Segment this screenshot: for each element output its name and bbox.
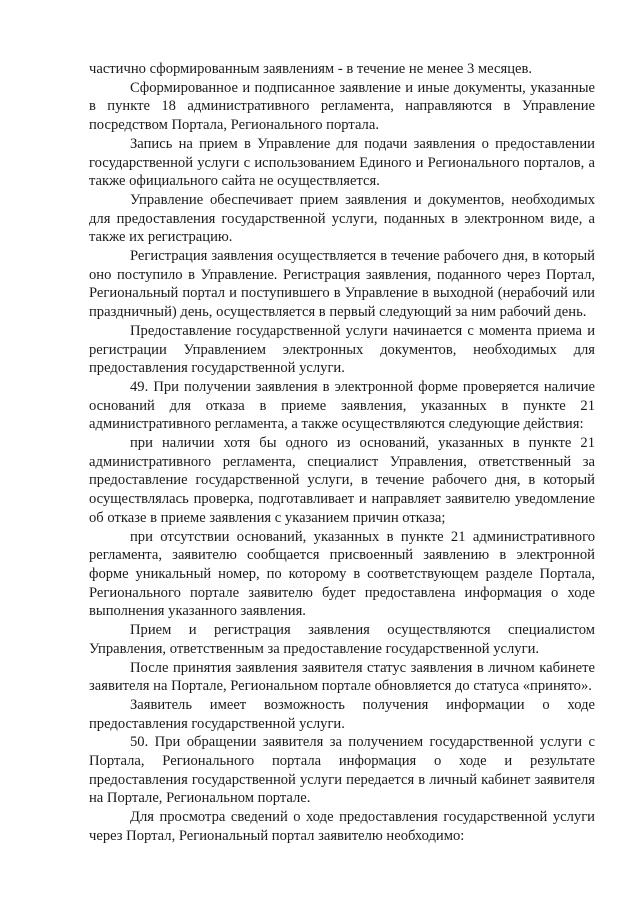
paragraph-refusal: при наличии хотя бы одного из оснований, указанных в пункте 21 административного регламента, специалист Управления, ответственный за предоставление государственной услуги, в течение рабочего дня, в который осуществлялась проверка, подготавливает и направляет заявителю уведомление об отказе в приеме заявления с указанием причин отказа; (89, 435, 595, 526)
paragraph-appointment: Запись на прием в Управление для подачи заявления о предоставлении государственной услуги с использованием Единого и Регионального порталов, а также официального сайта не осуществляется. (89, 135, 595, 190)
paragraph-continuation: частично сформированным заявлениям - в течение не менее 3 месяцев. (89, 61, 533, 77)
paragraph-registration: Регистрация заявления осуществляется в течение рабочего дня, в который оно поступило в Управление. Регистрация заявления, поданного через Портал, Региональный портал и поступившего в Управление в выходной (нерабочий или праздничный) день, осуществляется в первый следующий за ним рабочий день. (89, 248, 595, 321)
paragraph-progress-view: Для просмотра сведений о ходе предоставления государственной услуги через Портал, Региональный портал заявителю необходимо: (89, 809, 595, 844)
paragraph-clause-49: 49. При получении заявления в электронной форме проверяется наличие оснований для отказа в приеме заявления, указанных в пункте 21 административного регламента, а также осуществляются следующие действия: (89, 378, 595, 433)
document-page (89, 60, 595, 846)
paragraph-clause-50: 50. При обращении заявителя за получением государственной услуги с Портала, Регионального портала информация о ходе и результате предоставления государственной услуги передается в личный кабинет заявителя на Портале, Региональном портале. (89, 734, 595, 807)
paragraph-information: Заявитель имеет возможность получения информации о ходе предоставления государственной услуги. (89, 696, 595, 732)
paragraph-responsible-specialist: Прием и регистрация заявления осуществляются специалистом Управления, ответственным за предоставление государственной услуги. (89, 622, 595, 657)
paragraph-reception: Управление обеспечивает прием заявления и документов, необходимых для предоставления государственной услуги, поданных в электронном виде, а также их регистрацию. (89, 191, 595, 246)
paragraph-service-start: Предоставление государственной услуги начинается с момента приема и регистрации Управлением электронных документов, необходимых для предоставления государственной услуги. (89, 322, 595, 377)
paragraph-submission: Сформированное и подписанное заявление и иные документы, указанные в пункте 18 административного регламента, направляются в Управление посредством Портала, Регионального портала. (89, 79, 595, 134)
paragraph-acceptance: при отсутствии оснований, указанных в пункте 21 административного регламента, заявителю сообщается присвоенный заявлению в электронной форме уникальный номер, по которому в соответствующем разделе Портала, Регионального портале заявителю будет предоставлена информация о ходе выполнения указанного заявления. (89, 528, 595, 620)
paragraph-status-update: После принятия заявления заявителя статус заявления в личном кабинете заявителя на Портале, Региональном портале обновляется до статуса «принято». (89, 659, 595, 695)
